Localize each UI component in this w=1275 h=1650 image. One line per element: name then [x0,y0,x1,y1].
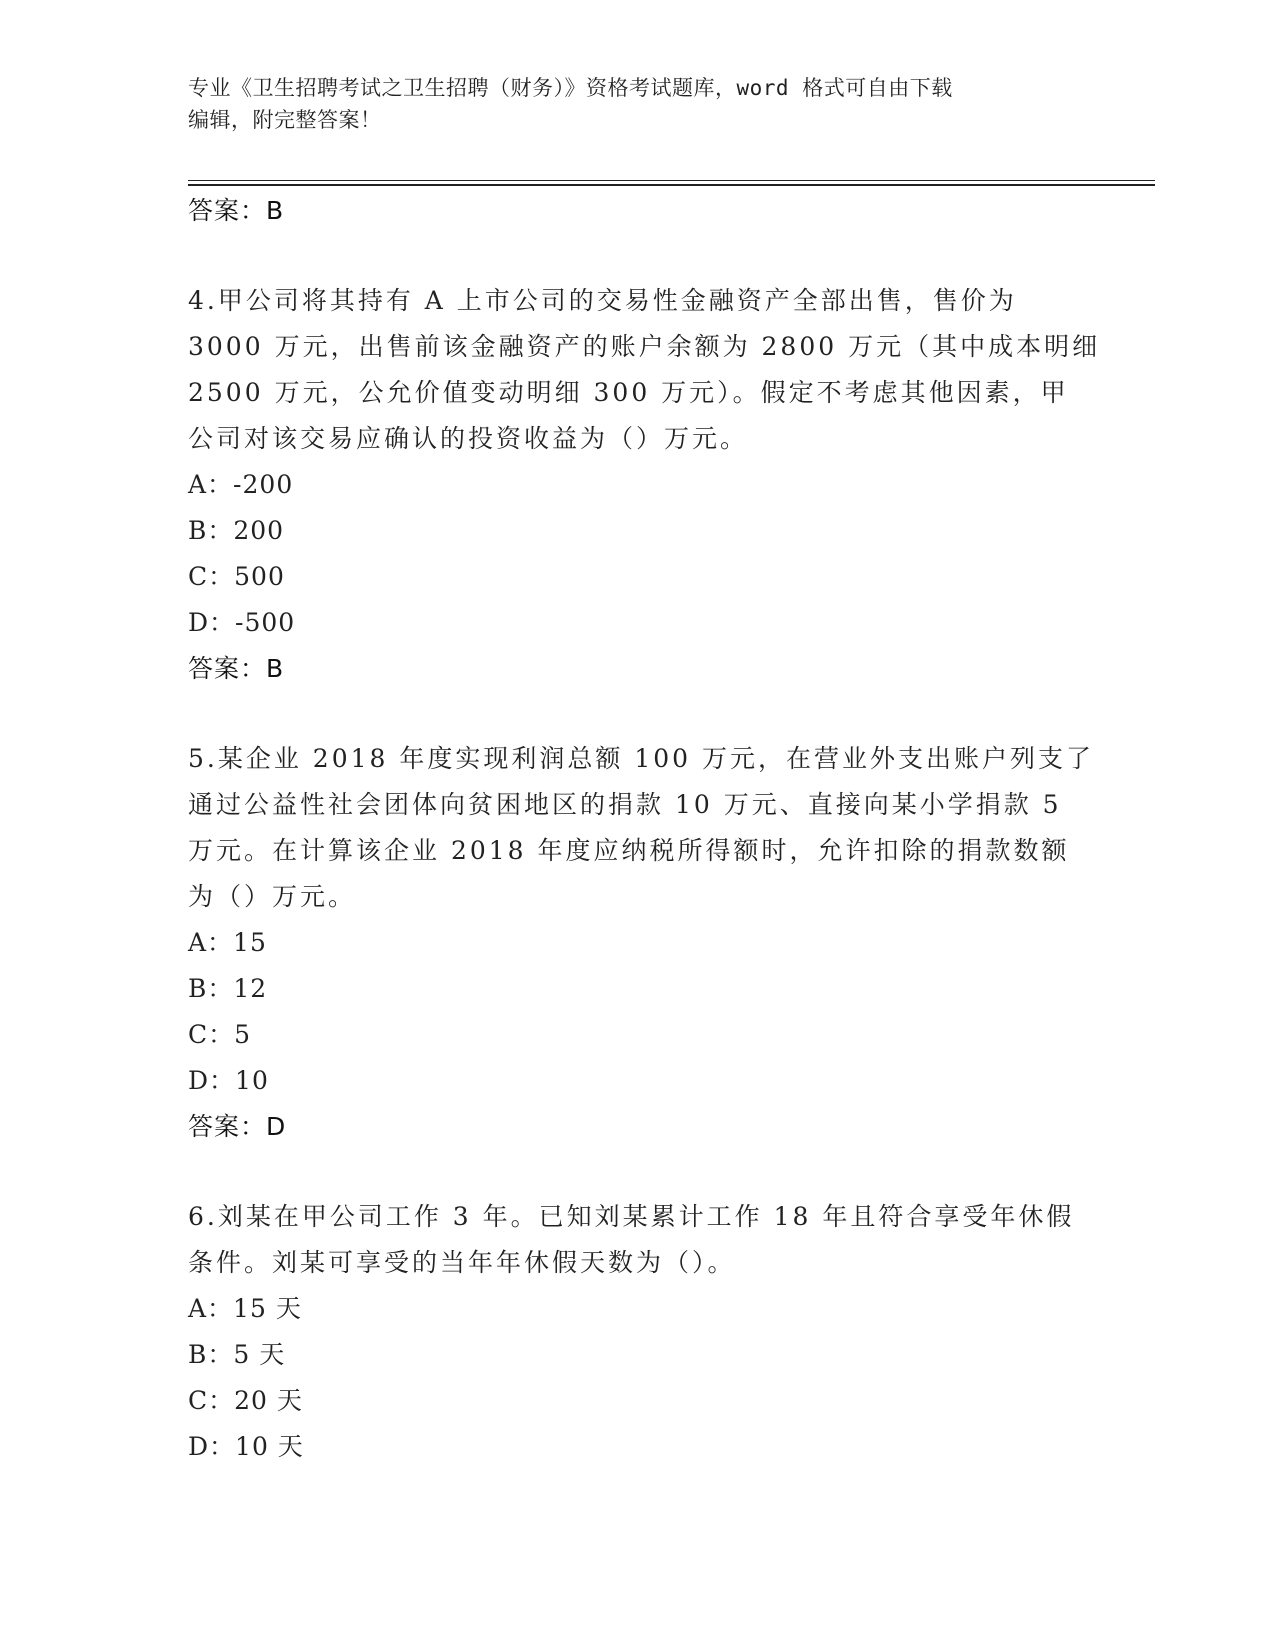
option-a: A：15 天 [188,1294,302,1323]
question-text-line: 3000 万元，出售前该金融资产的账户余额为 2800 万元（其中成本明细 [188,332,1101,361]
question-text-line: 6.刘某在甲公司工作 3 年。已知刘某累计工作 18 年且符合享受年休假 [188,1202,1075,1231]
question-6 [188,1194,1088,1470]
answer-line: 答案：B [188,654,285,683]
question-4 [188,278,1101,692]
option-a: A：-200 [188,470,294,499]
document-header [188,72,1108,136]
document-body [188,188,1101,1470]
question-text-line: 2500 万元，公允价值变动明细 300 万元）。假定不考虑其他因素，甲 [188,378,1069,407]
header-divider-thick [188,184,1155,186]
option-b: B：5 天 [188,1340,286,1369]
question-5 [188,736,1094,1150]
answer-line: 答案：D [188,1112,287,1141]
question-text-line: 5.某企业 2018 年度实现利润总额 100 万元，在营业外支出账户列支了 [188,744,1094,773]
header-divider-thin [188,180,1155,181]
header-line-2: 编辑，附完整答案！ [188,108,382,132]
option-a: A：15 [188,928,267,957]
option-d: D：-500 [188,608,296,637]
option-b: B：12 [188,974,268,1003]
option-c: C：5 [188,1020,252,1049]
option-d: D：10 [188,1066,269,1095]
question-text-line: 条件。刘某可享受的当年年休假天数为（）。 [188,1248,736,1277]
question-text-line: 为（）万元。 [188,882,357,911]
option-c: C：500 [188,562,285,591]
question-text-line: 公司对该交易应确认的投资收益为（）万元。 [188,424,749,453]
answer-line: 答案：B [188,196,285,225]
question-text-line: 万元。在计算该企业 2018 年度应纳税所得额时，允许扣除的捐款数额 [188,836,1070,865]
option-c: C：20 天 [188,1386,303,1415]
option-d: D：10 天 [188,1432,304,1461]
question-text-line: 通过公益性社会团体向贫困地区的捐款 10 万元、直接向某小学捐款 5 [188,790,1062,819]
header-line-1: 专业《卫生招聘考试之卫生招聘（财务）》资格考试题库，word 格式可自由下载 [188,76,953,100]
option-b: B：200 [188,516,285,545]
question-text-line: 4.甲公司将其持有 A 上市公司的交易性金融资产全部出售，售价为 [188,286,1017,315]
